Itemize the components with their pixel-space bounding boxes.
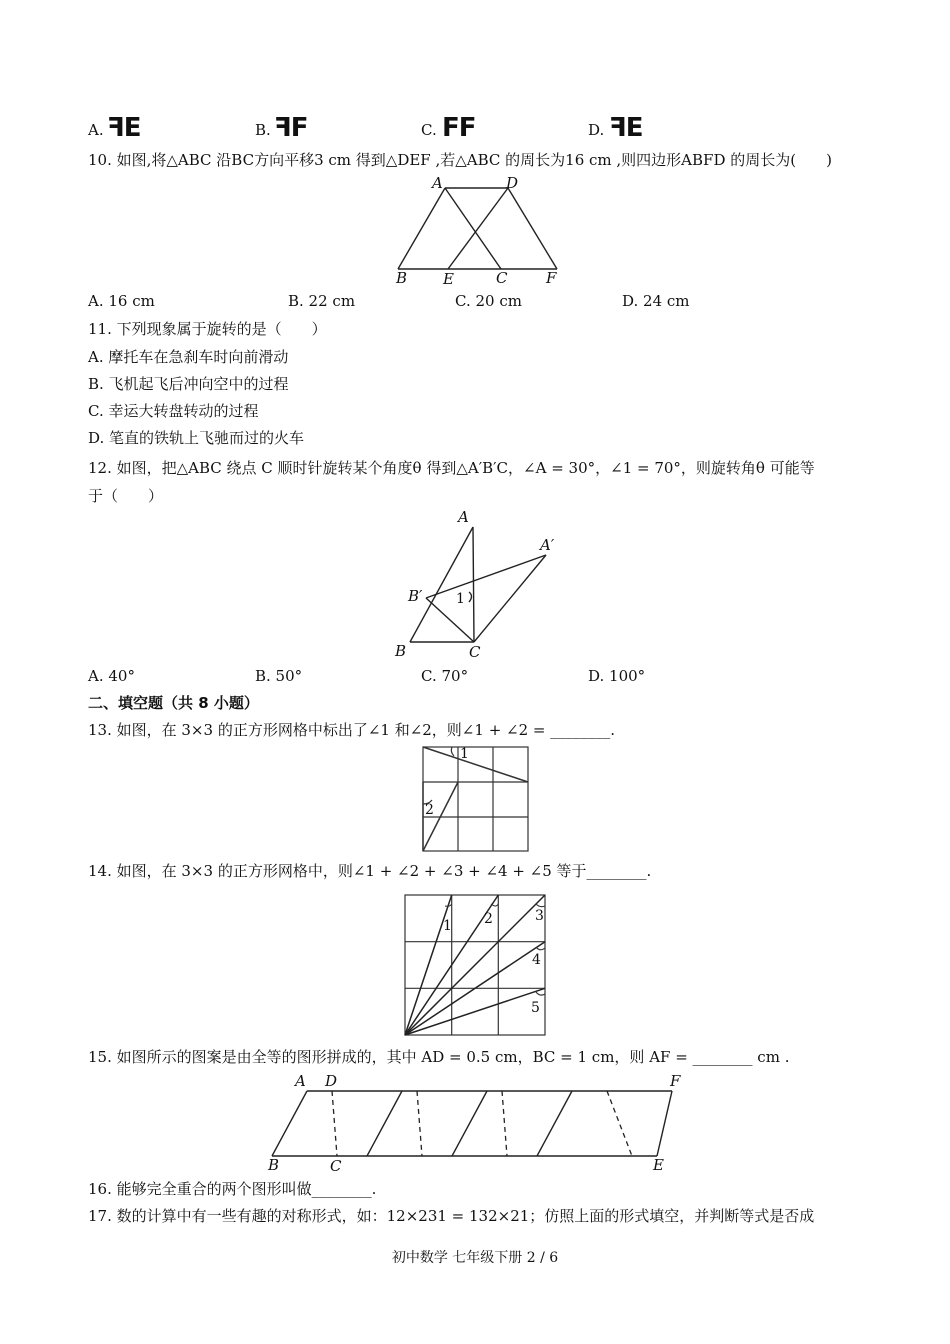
q11-option-d: D. 笔直的铁轨上飞驰而过的火车 [88, 429, 305, 447]
q12-label-b: B [395, 642, 407, 660]
q14-label-angle-2: 2 [484, 911, 493, 927]
q15-label-c: C [330, 1157, 342, 1175]
q13-figure [420, 744, 532, 858]
q10-option-d: D. 24 cm [622, 292, 690, 310]
q10-option-a: A. 16 cm [88, 292, 155, 310]
q14-label-angle-5: 5 [531, 1000, 540, 1016]
q15-label-d: D [325, 1072, 338, 1090]
q15-label-e: E [653, 1156, 664, 1174]
q14-label-angle-3: 3 [535, 908, 544, 924]
q12-label-a: A [458, 508, 469, 526]
q12-option-a: A. 40° [88, 667, 135, 685]
q10-label-d: D [506, 176, 519, 192]
q10-figure [390, 176, 570, 292]
q15-label-f: F [670, 1072, 681, 1090]
q9-option-d-image: ꟻE [609, 113, 643, 143]
q9-option-b-image: ꟻF [274, 113, 308, 143]
q12-option-c: C. 70° [421, 667, 469, 685]
section-title-fill-in: 二、填空题（共 8 小题） [88, 694, 259, 712]
q12-label-a-prime: A′ [540, 536, 555, 554]
q10-label-f: F [546, 269, 557, 287]
q11-option-a: A. 摩托车在急刹车时向前滑动 [88, 348, 289, 366]
q10-label-a: A [432, 176, 443, 192]
q12-option-d: D. 100° [588, 667, 646, 685]
q17-stem: 17. 数的计算中有一些有趣的对称形式，如：12×231 = 132×21；仿照上面的形式填空，并判断等式是否成 [88, 1207, 815, 1225]
q13-label-angle-1: 1 [460, 746, 469, 762]
q16-stem: 16. 能够完全重合的两个图形叫做________. [88, 1180, 377, 1198]
q9-option-d-label: D. [588, 121, 605, 139]
q12-label-c: C [469, 643, 481, 660]
q15-figure [262, 1072, 687, 1180]
q12-stem-line2: 于（ ） [88, 487, 164, 505]
q14-label-angle-4: 4 [532, 952, 541, 968]
q15-label-b: B [268, 1156, 280, 1174]
q11-stem: 11. 下列现象属于旋转的是（ ） [88, 320, 327, 338]
q14-stem: 14. 如图，在 3×3 的正方形网格中，则∠1 + ∠2 + ∠3 + ∠4 + ∠5 等于________. [88, 862, 652, 880]
q14-figure [400, 890, 550, 1044]
q11-option-b: B. 飞机起飞后冲向空中的过程 [88, 375, 289, 393]
q14-label-angle-1: 1 [443, 918, 452, 934]
page-footer: 初中数学 七年级下册 2 / 6 [391, 1250, 559, 1266]
q10-option-c: C. 20 cm [455, 292, 522, 310]
q15-stem: 15. 如图所示的图案是由全等的图形拼成的，其中 AD = 0.5 cm，BC = 1 cm，则 AF = ________ cm . [88, 1048, 790, 1066]
q10-label-b: B [396, 269, 408, 287]
q13-stem: 13. 如图，在 3×3 的正方形网格中标出了∠1 和∠2，则∠1 + ∠2 = ________. [88, 721, 616, 739]
q15-label-a: A [295, 1072, 306, 1090]
q12-label-angle-1: 1 [456, 591, 465, 607]
q10-label-e: E [443, 270, 454, 288]
q10-option-b: B. 22 cm [288, 292, 356, 310]
q9-option-c-image: FF [442, 113, 476, 143]
q12-option-b: B. 50° [255, 667, 303, 685]
q13-label-angle-2: 2 [425, 802, 434, 818]
q12-stem-line1: 12. 如图，把△ABC 绕点 C 顺时针旋转某个角度θ 得到△A′B′C，∠A = 30°，∠1 = 70°，则旋转角θ 可能等 [88, 459, 815, 477]
q9-option-b-label: B. [255, 121, 271, 139]
q9-option-c-label: C. [421, 121, 437, 139]
q12-figure [390, 505, 565, 664]
q12-label-b-prime: B′ [408, 587, 423, 605]
q10-stem: 10. 如图,将△ABC 沿BC方向平移3 cm 得到△DEF ,若△ABC 的周长为16 cm ,则四边形ABFD 的周长为( ) [88, 151, 832, 169]
q9-option-a-image: ꟻE [107, 113, 141, 143]
q10-label-c: C [496, 269, 508, 287]
q9-option-a-label: A. [88, 121, 104, 139]
q11-option-c: C. 幸运大转盘转动的过程 [88, 402, 259, 420]
